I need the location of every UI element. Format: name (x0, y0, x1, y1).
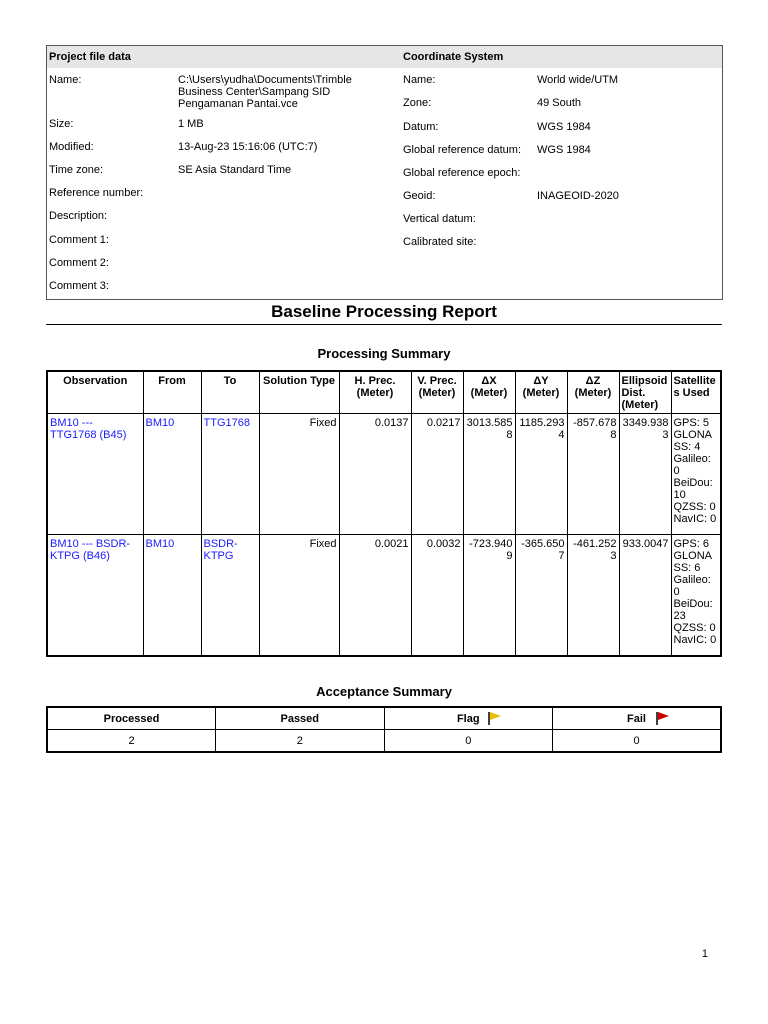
passed-count: 2 (216, 730, 385, 753)
dz-cell: -857.6788 (567, 414, 619, 535)
project-modified-label: Modified: (49, 141, 94, 153)
table-row (47, 535, 721, 657)
project-info-box (46, 45, 723, 300)
red-flag-icon (655, 711, 671, 725)
col-dz: ΔZ (Meter) (567, 371, 619, 414)
acceptance-header-row (47, 707, 721, 730)
flag-header: Flag (384, 707, 553, 730)
cs-zone-value: 49 South (537, 97, 582, 109)
col-ellipsoid-dist: Ellipsoid Dist. (Meter) (619, 371, 671, 414)
cs-datum-label: Datum: (403, 121, 439, 133)
v-prec-cell: 0.0217 (411, 414, 463, 535)
page-number: 1 (701, 948, 708, 960)
ellipsoid-dist-cell: 933.0047 (619, 535, 671, 657)
from-link[interactable]: BM10 (143, 535, 201, 657)
col-from: From (143, 371, 201, 414)
cs-datum-value: WGS 1984 (537, 121, 591, 133)
col-solution-type: Solution Type (259, 371, 339, 414)
dz-cell: -461.2523 (567, 535, 619, 657)
comment-3-label: Comment 3: (49, 280, 109, 292)
dx-cell: 3013.5858 (463, 414, 515, 535)
col-satellites-used: Satellites Used (671, 371, 721, 414)
col-observation: Observation (47, 371, 143, 414)
coordinate-system-heading: Coordinate System (403, 51, 504, 63)
from-link[interactable]: BM10 (143, 414, 201, 535)
project-info-header (47, 46, 722, 68)
project-timezone-value: SE Asia Standard Time (178, 164, 292, 176)
cs-name-label: Name: (403, 74, 436, 86)
vertical-datum-label: Vertical datum: (403, 213, 476, 225)
solution-type-cell: Fixed (259, 535, 339, 657)
geoid-label: Geoid: (403, 190, 436, 202)
dy-cell: -365.6507 (515, 535, 567, 657)
h-prec-cell: 0.0021 (339, 535, 411, 657)
project-name-value: C:\Users\yudha\Documents\Trimble Business Center\Sampang SID Pengamanan Pantai.vce (178, 74, 352, 110)
satellites-cell: GPS: 5 GLONASS: 4 Galileo: 0 BeiDou: 10 QZSS: 0 NavIC: 0 (671, 414, 721, 535)
yellow-flag-icon (487, 711, 503, 725)
processing-summary-table (46, 370, 722, 657)
to-link[interactable]: BSDR-KTPG (201, 535, 259, 657)
geoid-value: INAGEOID-2020 (537, 190, 619, 202)
processing-summary-title: Processing Summary (317, 346, 451, 361)
project-size-label: Size: (49, 118, 74, 130)
cs-name-value: World wide/UTM (537, 74, 619, 86)
processed-count: 2 (47, 730, 216, 753)
table-row (47, 414, 721, 535)
dx-cell: -723.9409 (463, 535, 515, 657)
passed-header: Passed (216, 707, 385, 730)
project-file-data-heading: Project file data (49, 51, 131, 63)
acceptance-summary-title: Acceptance Summary (316, 684, 452, 699)
observation-link[interactable]: BM10 --- BSDR-KTPG (B46) (47, 535, 143, 657)
h-prec-cell: 0.0137 (339, 414, 411, 535)
report-title: Baseline Processing Report (271, 302, 497, 321)
flag-count: 0 (384, 730, 553, 753)
table-header-row (47, 371, 721, 414)
calibrated-site-label: Calibrated site: (403, 236, 477, 248)
fail-count: 0 (553, 730, 722, 753)
dy-cell: 1185.2934 (515, 414, 567, 535)
project-modified-value: 13-Aug-23 15:16:06 (UTC:7) (178, 141, 318, 153)
global-ref-datum-label: Global reference datum: (403, 144, 522, 156)
project-size-value: 1 MB (178, 118, 204, 130)
reference-number-label: Reference number: (49, 187, 144, 199)
v-prec-cell: 0.0032 (411, 535, 463, 657)
observation-link[interactable]: BM10 --- TTG1768 (B45) (47, 414, 143, 535)
description-label: Description: (49, 210, 108, 222)
global-ref-epoch-label: Global reference epoch: (403, 167, 521, 179)
col-h-prec: H. Prec. (Meter) (339, 371, 411, 414)
processed-header: Processed (47, 707, 216, 730)
col-dx: ΔX (Meter) (463, 371, 515, 414)
cs-zone-label: Zone: (403, 97, 432, 109)
fail-header: Fail (553, 707, 722, 730)
comment-1-label: Comment 1: (49, 234, 109, 246)
col-dy: ΔY (Meter) (515, 371, 567, 414)
acceptance-values-row (47, 730, 721, 753)
solution-type-cell: Fixed (259, 414, 339, 535)
global-ref-datum-value: WGS 1984 (537, 144, 591, 156)
project-name-label: Name: (49, 74, 82, 86)
ellipsoid-dist-cell: 3349.9383 (619, 414, 671, 535)
to-link[interactable]: TTG1768 (201, 414, 259, 535)
col-to: To (201, 371, 259, 414)
col-v-prec: V. Prec. (Meter) (411, 371, 463, 414)
comment-2-label: Comment 2: (49, 257, 109, 269)
satellites-cell: GPS: 6 GLONASS: 6 Galileo: 0 BeiDou: 23 QZSS: 0 NavIC: 0 (671, 535, 721, 657)
project-timezone-label: Time zone: (49, 164, 104, 176)
acceptance-summary-table (46, 706, 722, 753)
title-divider (46, 324, 722, 325)
